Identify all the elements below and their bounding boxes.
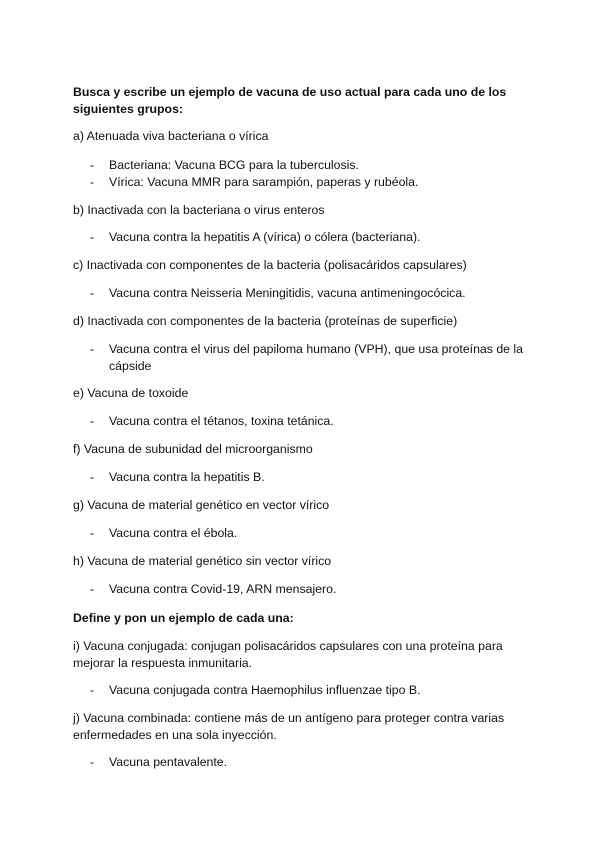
answer-a-2 bbox=[90, 174, 530, 191]
answer-text: Vacuna contra Neisseria Meningitidis, vacuna antimeningocócica. bbox=[109, 286, 466, 300]
bullet-dash: - bbox=[90, 175, 95, 189]
answer-b-1 bbox=[90, 229, 530, 246]
answer-h-1 bbox=[90, 581, 530, 598]
question-c: c) Inactivada con componentes de la bacteria (polisacáridos capsulares) bbox=[73, 258, 467, 272]
bullet-dash: - bbox=[90, 342, 95, 356]
answer-text: Vacuna contra la hepatitis B. bbox=[109, 470, 265, 484]
question-e: e) Vacuna de toxoide bbox=[73, 386, 189, 400]
bullet-dash: - bbox=[90, 755, 95, 769]
bullet-dash: - bbox=[90, 470, 95, 484]
answer-text: Vacuna contra el ébola. bbox=[109, 526, 238, 540]
question-g: g) Vacuna de material genético en vector vírico bbox=[73, 498, 330, 512]
answer-e-1 bbox=[90, 413, 530, 430]
question-a: a) Atenuada viva bacteriana o vírica bbox=[73, 129, 269, 143]
answer-d-1 bbox=[90, 341, 530, 375]
answer-j-1 bbox=[90, 754, 530, 771]
answer-text: Bacteriana: Vacuna BCG para la tuberculosis. bbox=[109, 158, 359, 172]
answer-text: Vacuna contra Covid-19, ARN mensajero. bbox=[109, 582, 337, 596]
answer-text: Vacuna contra la hepatitis A (vírica) o cólera (bacteriana). bbox=[109, 230, 421, 244]
bullet-dash: - bbox=[90, 230, 95, 244]
answer-text: Vacuna contra el tétanos, toxina tetánica. bbox=[109, 414, 334, 428]
answer-g-1 bbox=[90, 525, 530, 542]
answer-text: Vacuna contra el virus del papiloma humano (VPH), que usa proteínas de la cápside bbox=[109, 342, 524, 373]
bullet-dash: - bbox=[90, 286, 95, 300]
answer-text: Vacuna conjugada contra Haemophilus influenzae tipo B. bbox=[109, 683, 421, 697]
definition-j: j) Vacuna combinada: contiene más de un antígeno para proteger contra varias enfermedades en una sola inyección. bbox=[73, 711, 505, 742]
section-heading-examples: Busca y escribe un ejemplo de vacuna de uso actual para cada uno de los siguientes grupos: bbox=[73, 85, 507, 116]
question-f: f) Vacuna de subunidad del microorganismo bbox=[73, 442, 313, 456]
answer-i-1 bbox=[90, 682, 530, 699]
bullet-dash: - bbox=[90, 158, 95, 172]
answer-text: Vírica: Vacuna MMR para sarampión, paperas y rubéola. bbox=[109, 175, 419, 189]
question-h: h) Vacuna de material genético sin vector vírico bbox=[73, 554, 332, 568]
section-heading-definitions: Define y pon un ejemplo de cada una: bbox=[73, 611, 294, 625]
answer-c-1 bbox=[90, 285, 530, 302]
question-d: d) Inactivada con componentes de la bacteria (proteínas de superficie) bbox=[73, 314, 458, 328]
bullet-dash: - bbox=[90, 582, 95, 596]
question-b: b) Inactivada con la bacteriana o virus enteros bbox=[73, 203, 325, 217]
definition-i: i) Vacuna conjugada: conjugan polisacáridos capsulares con una proteína para mejorar la respuesta inmunitaria. bbox=[73, 639, 503, 670]
answer-f-1 bbox=[90, 469, 530, 486]
bullet-dash: - bbox=[90, 683, 95, 697]
bullet-dash: - bbox=[90, 526, 95, 540]
answer-text: Vacuna pentavalente. bbox=[109, 755, 228, 769]
answer-a-1 bbox=[90, 157, 530, 174]
bullet-dash: - bbox=[90, 414, 95, 428]
